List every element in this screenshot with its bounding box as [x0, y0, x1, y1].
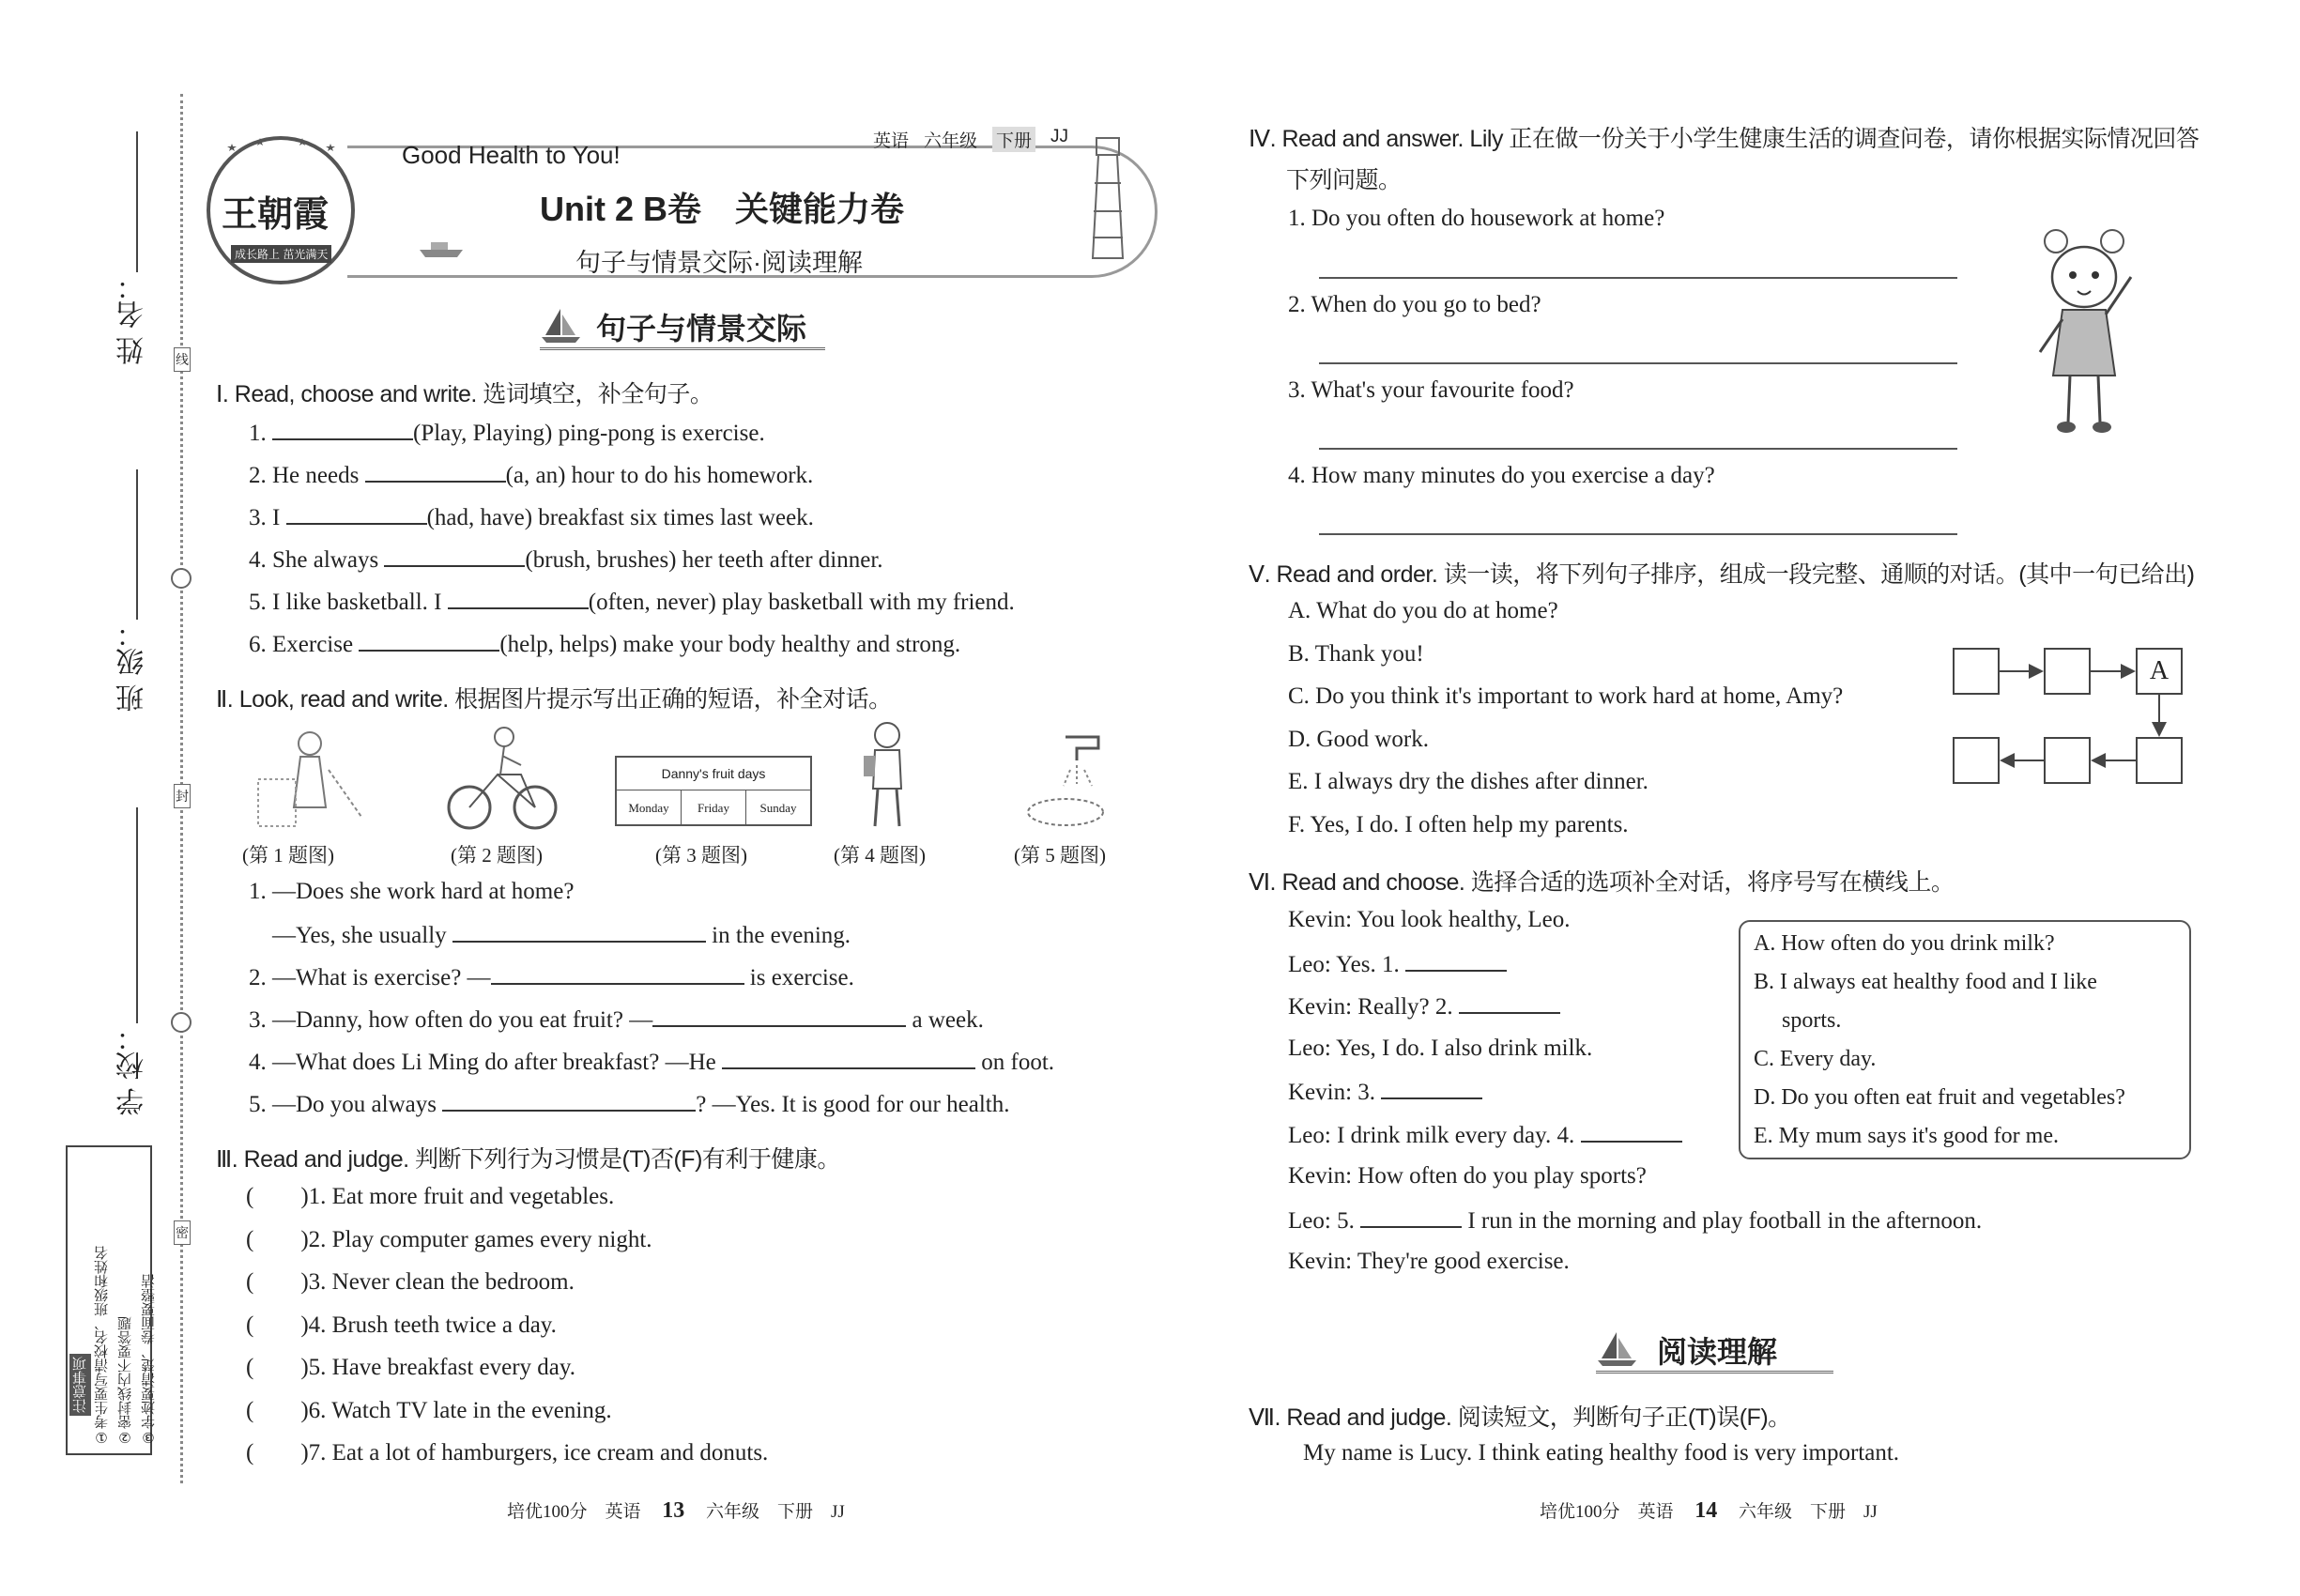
cut-mark-2: 封: [174, 784, 191, 808]
footer-right: [1540, 1497, 1878, 1524]
class-label: 班 级：: [117, 620, 148, 713]
q2-heading: Ⅱ. Look, read and write. 根据图片提示写出正确的短语，补全对话。: [216, 686, 892, 713]
q5-heading: Ⅴ. Read and order. 读一读，将下列句子排序，组成一段完整、通顺的对话。(其中一句已给出): [1249, 561, 2195, 588]
q3-item[interactable]: ( )7. Eat a lot of hamburgers, ice cream and donuts.: [246, 1440, 769, 1466]
lily-girl-illustration: [2032, 221, 2145, 441]
q4-item: 2. When do you go to bed?: [1288, 292, 1541, 317]
q1-item-text: 4. She always: [249, 547, 379, 573]
bike-riding-picture: [446, 723, 559, 836]
tap-water-picture: [1019, 728, 1112, 831]
q2-line-text: 4. —What does Li Ming do after breakfast? —He: [249, 1050, 716, 1075]
name-line: [136, 131, 138, 272]
dialog-line: Kevin: They're good exercise.: [1288, 1249, 1570, 1274]
q2-line-text: —Yes, she usually: [249, 923, 447, 948]
order-diagram: [1953, 648, 2187, 789]
dialog-text: I run in the morning and play football in the afternoon.: [1467, 1207, 1983, 1234]
q3-item[interactable]: ( )3. Never clean the bedroom.: [246, 1269, 575, 1295]
walking-boy-picture: [854, 718, 920, 836]
caption-3: (第 3 题图): [655, 844, 747, 867]
q1-item-text: (a, an) hour to do his homework.: [505, 463, 814, 488]
table-days-row: [617, 790, 810, 825]
q2-line: [249, 1089, 1054, 1131]
answer-blank[interactable]: [442, 1089, 696, 1112]
q1-item-text: (help, helps) make your body healthy and strong.: [499, 632, 961, 657]
q3-item[interactable]: ( )5. Have breakfast every day.: [246, 1355, 576, 1380]
q1-item: [249, 460, 1015, 502]
q5-item: E. I always dry the dishes after dinner.: [1288, 769, 1648, 794]
page-title: Unit 2 B卷 关键能力卷: [540, 190, 905, 228]
ship-icon: [418, 237, 465, 259]
q2-line-text: 2. —What is exercise? —: [249, 965, 491, 990]
dialog-text: Leo: Yes. 1.: [1288, 951, 1400, 977]
table-day: Monday: [617, 790, 682, 825]
answer-line[interactable]: [1319, 533, 1957, 535]
logo-subtext: 成长路上 茁光满天: [231, 245, 331, 263]
q1-item-text: (brush, brushes) her teeth after dinner.: [525, 547, 883, 573]
section-title-1: [540, 305, 825, 350]
q3-list: [246, 1183, 768, 1482]
q2-line-text: in the evening.: [712, 923, 851, 948]
tag-edition: JJ: [1050, 127, 1069, 146]
option-item: B. I always eat healthy food and I like: [1754, 970, 2097, 994]
q2-line-text: a week.: [912, 1007, 984, 1033]
answer-blank[interactable]: [1381, 1077, 1482, 1099]
notes-list: [92, 1155, 159, 1446]
dialog-line: Kevin: How often do you play sports?: [1288, 1163, 1647, 1189]
q2-line: [249, 962, 1054, 1005]
footer-left: [507, 1497, 845, 1524]
answer-blank[interactable]: [652, 1005, 906, 1027]
option-item: A. How often do you drink milk?: [1754, 931, 2055, 956]
binding-margin: [56, 94, 188, 1502]
section-title-text: 阅读理解: [1657, 1335, 1778, 1369]
q1-heading: Ⅰ. Read, choose and write. 选词填空，补全句子。: [216, 381, 713, 407]
q2-line: [249, 920, 1054, 962]
notes-title: 注意事项: [69, 1354, 91, 1416]
answer-blank[interactable]: [272, 418, 413, 440]
logo-text: 王朝霞: [222, 195, 330, 235]
q3-item[interactable]: ( )6. Watch TV late in the evening.: [246, 1397, 612, 1423]
q2-line: 1. —Does she work hard at home?: [249, 879, 575, 904]
q1-item-text: 5. I like basketball. I: [249, 590, 442, 615]
dialog-text: Leo: 5.: [1288, 1207, 1355, 1234]
tag-grade: 六年级: [924, 131, 978, 151]
q1-item-text: 6. Exercise: [249, 632, 354, 657]
q1-item-text: (often, never) play basketball with my friend.: [588, 590, 1015, 615]
q5-item: F. Yes, I do. I often help my parents.: [1288, 811, 1629, 837]
answer-blank[interactable]: [722, 1047, 975, 1069]
options-box: [1739, 920, 2191, 1159]
cut-mark-1: 线: [174, 347, 191, 372]
answer-blank[interactable]: [1405, 949, 1507, 972]
logo-badge: [207, 136, 355, 284]
dialog-text: Leo: I drink milk every day. 4.: [1288, 1122, 1575, 1148]
caption-5: (第 5 题图): [1014, 844, 1106, 867]
q6-heading: Ⅵ. Read and choose. 选择合适的选项补全对话，将序号写在横线上。: [1249, 869, 1955, 896]
q1-item-text: (had, have) breakfast six times last week.: [426, 505, 814, 530]
note-item: ③字迹要清楚、卷面要整洁: [141, 1274, 157, 1446]
class-line: [136, 469, 138, 620]
option-item: C. Every day.: [1754, 1047, 1877, 1071]
answer-blank[interactable]: [365, 460, 506, 483]
logo-stars-icon: [220, 132, 342, 161]
q3-item[interactable]: ( )4. Brush teeth twice a day.: [246, 1312, 557, 1338]
q1-item-text: 1.: [249, 421, 267, 446]
q2-line-text: is exercise.: [749, 965, 854, 990]
caption-2: (第 2 题图): [451, 844, 543, 867]
q5-list: [1288, 597, 1843, 853]
notes-box: [66, 1145, 157, 1455]
footer-prefix: 培优100分 英语: [1540, 1502, 1674, 1522]
answer-line[interactable]: [1319, 277, 1957, 279]
q1-item-text: 3. I: [249, 505, 281, 530]
option-item: E. My mum says it's good for me.: [1754, 1124, 2059, 1148]
topic-title: Good Health to You!: [402, 141, 621, 169]
q1-item-text: 2. He needs: [249, 463, 360, 488]
footer-suffix: 六年级 下册 JJ: [1739, 1502, 1878, 1522]
q4-heading: Ⅳ. Read and answer. Lily 正在做一份关于小学生健康生活的调查问卷，请你根据实际情况回答: [1249, 126, 2200, 152]
q3-item[interactable]: ( )1. Eat more fruit and vegetables.: [246, 1184, 615, 1209]
answer-blank[interactable]: [452, 920, 706, 943]
q4-item: 3. What's your favourite food?: [1288, 377, 1574, 403]
caption-1: (第 1 题图): [242, 844, 334, 867]
q2-line: [249, 1047, 1054, 1089]
sailboat-icon: [1596, 1330, 1638, 1368]
dialog-line: Leo: Yes, I do. I also drink milk.: [1288, 1035, 1593, 1061]
answer-blank[interactable]: [384, 545, 525, 567]
q3-heading: Ⅲ. Read and judge. 判断下列行为习惯是(T)否(F)有利于健康。: [216, 1146, 840, 1173]
q3-item[interactable]: ( )2. Play computer games every night.: [246, 1226, 652, 1252]
dialog-line: [1288, 1205, 1982, 1249]
q1-item: [249, 587, 1015, 629]
table-day: Sunday: [759, 801, 797, 815]
option-item: D. Do you often eat fruit and vegetables?: [1754, 1085, 2125, 1110]
answer-blank[interactable]: [359, 629, 499, 652]
section-title-2: [1596, 1328, 1833, 1373]
q2-line-text: 3. —Danny, how often do you eat fruit? —: [249, 1007, 653, 1033]
dialog-line: Kevin: You look healthy, Leo.: [1288, 907, 1571, 932]
q1-item: [249, 502, 1015, 545]
table-day: Friday: [682, 790, 746, 825]
q2-dialog: [249, 878, 1054, 1131]
school-label: 学 校：: [117, 1023, 148, 1116]
q1-item-text: (Play, Playing) ping-pong is exercise.: [413, 421, 765, 446]
seal-circle-2: [171, 1012, 192, 1033]
answer-blank[interactable]: [491, 962, 744, 985]
q2-line-text: ? —Yes. It is good for our health.: [696, 1092, 1010, 1117]
page-number: 13: [662, 1498, 685, 1523]
tag-subject: 英语: [873, 131, 910, 151]
note-item: ①考生要写清校名、班级和姓名: [94, 1246, 110, 1446]
answer-line[interactable]: [1319, 362, 1957, 364]
fruit-days-table: [615, 756, 812, 826]
dialog-text: Kevin: Really? 2.: [1288, 994, 1453, 1020]
cut-mark-3: 密: [174, 1220, 191, 1245]
grade-tags: [873, 127, 1068, 152]
page-number: 14: [1694, 1498, 1718, 1523]
answer-blank[interactable]: [286, 502, 427, 525]
q4-item: 4. How many minutes do you exercise a day?: [1288, 463, 1715, 488]
q5-item: D. Good work.: [1288, 726, 1429, 752]
q1-item: [249, 629, 1015, 671]
table-title: Danny's fruit days: [617, 758, 810, 790]
tag-volume: 下册: [992, 127, 1035, 152]
lighthouse-icon: [1080, 127, 1136, 268]
order-arrows: [1953, 648, 2187, 789]
q7-passage: My name is Lucy. I think eating healthy food is very important.: [1303, 1440, 1900, 1466]
option-item-cont: sports.: [1754, 1008, 1842, 1033]
footer-prefix: 培优100分 英语: [507, 1502, 641, 1522]
note-item: ②密封线内不要答题: [117, 1316, 133, 1446]
answer-line[interactable]: [1319, 448, 1957, 450]
name-label: 姓 名：: [117, 272, 148, 365]
answer-blank[interactable]: [1581, 1120, 1682, 1143]
q4-item: 1. Do you often do housework at home?: [1288, 206, 1665, 231]
q1-item: [249, 418, 1015, 460]
sailboat-icon: [540, 307, 582, 345]
q4-heading-cont: 下列问题。: [1286, 167, 1402, 193]
q7-heading: Ⅶ. Read and judge. 阅读短文，判断句子正(T)误(F)。: [1249, 1404, 1791, 1431]
caption-4: (第 4 题图): [834, 844, 926, 867]
answer-blank[interactable]: [1360, 1205, 1462, 1228]
section-title-text: 句子与情景交际: [596, 312, 807, 345]
dialog-text: Kevin: 3.: [1288, 1080, 1376, 1105]
seal-circle-1: [171, 568, 192, 589]
q2-line-text: 5. —Do you always: [249, 1092, 437, 1117]
answer-blank[interactable]: [1459, 991, 1560, 1014]
q5-item: B. Thank you!: [1288, 640, 1424, 667]
q1-list: [249, 418, 1015, 671]
school-line: [136, 807, 138, 1023]
answer-blank[interactable]: [448, 587, 589, 609]
q5-item: A. What do you do at home?: [1288, 598, 1558, 623]
page-subtitle: 句子与情景交际·阅读理解: [575, 249, 863, 277]
footer-suffix: 六年级 下册 JJ: [706, 1502, 845, 1522]
header-banner: [207, 122, 1173, 286]
q5-item: C. Do you think it's important to work hard at home, Amy?: [1288, 683, 1844, 709]
order-box-given: A: [2136, 648, 2183, 695]
q1-item: [249, 545, 1015, 587]
q2-line: [249, 1005, 1054, 1047]
housework-picture: [249, 723, 371, 836]
q2-line-text: on foot.: [981, 1050, 1055, 1075]
